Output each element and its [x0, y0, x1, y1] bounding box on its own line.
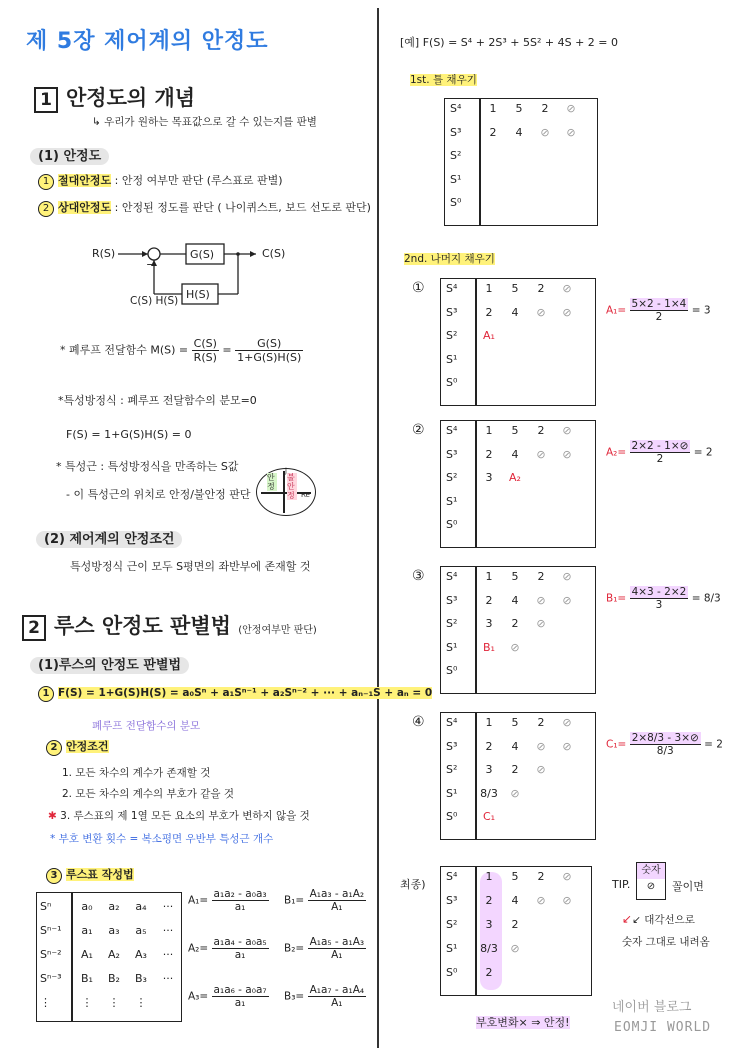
step-number: ②: [412, 422, 425, 438]
bubble-re-axis: Re: [301, 491, 310, 499]
example-cell: ⊘: [562, 593, 572, 607]
example-row-label: S⁰: [446, 664, 458, 678]
condition-2: 2. 모든 차수의 계수의 부호가 같을 것: [62, 788, 235, 800]
example-row-label: S²: [446, 471, 458, 485]
example-cell: ⊘: [510, 640, 520, 654]
example-row-label: S⁰: [446, 376, 458, 390]
general-table-row-label: Sⁿ⁻³: [40, 972, 62, 985]
step-number: ④: [412, 714, 425, 730]
routh-formula: B₁= $\frac{\text{A₁a₃ - a₁A₂}}{\text{A₁}}$: [284, 888, 365, 913]
example-row-label: S¹: [450, 172, 462, 186]
general-table-cell: ···: [162, 900, 174, 913]
general-table-cell: a₃: [108, 924, 120, 937]
s-plane-bubble: [256, 468, 316, 516]
absolute-stability-label: 절대안정도: [58, 174, 112, 187]
example-cell: 1: [485, 282, 493, 295]
stability-condition-heading: 2 안정조건: [46, 738, 109, 756]
example-row-label: S²: [446, 763, 458, 777]
example-cell: 2: [537, 424, 545, 437]
example-cell: ⊘: [562, 716, 572, 729]
fill-frame-table: [444, 98, 598, 226]
example-row-label: S³: [446, 447, 458, 461]
general-table-cell: ···: [162, 972, 174, 985]
example-row-label: S³: [446, 739, 458, 753]
example-cell: 1: [485, 716, 493, 729]
example-cell: 2: [541, 102, 549, 115]
example-cell: 2: [511, 918, 519, 931]
condition-note: * 부호 변환 횟수 = 복소평면 우반부 특성근 개수: [50, 833, 274, 845]
example-cell: 4: [511, 894, 519, 907]
condition-3: ✱ 3. 루스표의 제 1열 모든 요소의 부호가 변하지 않을 것: [48, 810, 310, 822]
example-cell: 2: [485, 894, 493, 907]
tip-box: 숫자 ⊘: [636, 862, 666, 900]
general-table-cell: a₄: [135, 900, 147, 913]
routh-formula: A₂= $\frac{\text{a₁a₄ - a₀a₅}}{\text{a₁}}$: [188, 936, 267, 961]
example-row-label: S¹: [446, 640, 458, 654]
example-cell: C₁: [482, 810, 496, 824]
example-cell: 4: [511, 593, 519, 607]
example-cell: 3: [485, 918, 493, 931]
example-cell: 2: [489, 125, 497, 139]
example-cell: 3: [485, 471, 493, 485]
example-row-label: S⁴: [446, 716, 458, 729]
example-cell: 3: [485, 763, 493, 777]
diagram-loop-label: C(S) H(S): [130, 295, 179, 307]
example-cell: ⊘: [562, 282, 572, 295]
step-number: ③: [412, 568, 425, 584]
general-table-row-label: ⋮: [40, 996, 51, 1009]
example-cell: 2: [485, 447, 493, 461]
example-cell: 5: [511, 716, 519, 729]
general-table-cell: ⋮: [135, 996, 147, 1009]
tip-label: TIP.: [612, 878, 631, 891]
absolute-stability-item: 1 절대안정도 : 안정 여부만 판단 (루스표로 판별): [38, 172, 283, 190]
example-cell: 8/3: [480, 786, 498, 800]
section2-heading: [22, 610, 317, 641]
section1-heading: [34, 82, 195, 113]
characteristic-root-note: - 이 특성근의 위치로 안정/불안정 판단: [66, 488, 251, 501]
general-table-cell: a₁: [81, 924, 93, 937]
example-cell: ⊘: [536, 593, 546, 607]
example-cell: ⊘: [566, 102, 576, 115]
example-cell: ⊘: [562, 570, 572, 583]
section1-title: 안정도의 개념: [66, 86, 196, 110]
example-cell: ⊘: [562, 894, 572, 907]
example-cell: 5: [511, 870, 519, 883]
step-formula: C₁= $\frac{2\times 8/3 - 3\times⊘}{8/3}$ = 2: [606, 732, 723, 757]
routh-equation: 1 F(S) = 1+G(S)H(S) = a₀Sⁿ + a₁Sⁿ⁻¹ + a₂Sⁿ⁻² + ··· + aₙ₋₁S + aₙ = 0: [38, 686, 432, 702]
example-cell: 1: [489, 102, 497, 115]
example-cell: 2: [537, 716, 545, 729]
stability-condition-subheading: (2) 제어계의 안정조건: [36, 528, 182, 547]
routh-subheading: (1)루스의 안정도 판별법: [30, 654, 189, 673]
general-table-row-label: Sⁿ⁻¹: [40, 924, 62, 937]
example-cell: ⊘: [562, 870, 572, 883]
step-number: ①: [412, 280, 425, 296]
general-table-cell: a₅: [135, 924, 147, 937]
transfer-function: * 폐루프 전달함수 M(S) = $\frac{C(S)}{R(S)}$ = $\frac{G(S)}{1+G(S)H(S)}$: [60, 337, 302, 364]
watermark-line2: EOMJI WORLD: [614, 1020, 712, 1035]
example-row-label: S⁴: [446, 570, 458, 583]
example-cell: 5: [511, 282, 519, 295]
section2-title-note: (안정여부만 판단): [238, 625, 317, 636]
step-formula: B₁= $\frac{4\times 3 - 2\times 2}{3}$ = 8/3: [606, 586, 721, 611]
stability-condition-text: 특성방정식 근이 모두 S평면의 좌반부에 존재할 것: [70, 560, 311, 573]
example-cell: 8/3: [480, 942, 498, 955]
example-cell: ⊘: [510, 786, 520, 800]
example-cell: 2: [537, 282, 545, 295]
routh-formula: B₂= $\frac{\text{A₁a₅ - a₁A₃}}{\text{A₁}}$: [284, 936, 365, 961]
example-cell: 5: [511, 424, 519, 437]
example-cell: ⊘: [562, 739, 572, 753]
example-row-label: S¹: [446, 352, 458, 366]
general-table-cell: B₂: [108, 972, 120, 985]
diagram-minus-sign: −: [146, 258, 156, 271]
example-row-label: S²: [446, 617, 458, 631]
tip-note-2: 숫자 그대로 내려옴: [622, 936, 710, 948]
example-row-label: S¹: [446, 494, 458, 508]
column-divider: [377, 8, 379, 1048]
example-row-label: S²: [446, 329, 458, 343]
diagram-feedback-block: H(S): [186, 288, 210, 301]
example-row-label: S⁴: [450, 102, 462, 115]
example-cell: 1: [485, 870, 493, 883]
example-row-label: S¹: [446, 786, 458, 800]
bubble-stable-label: 안정: [267, 473, 277, 491]
routh-formula: A₁= $\frac{\text{a₁a₂ - a₀a₃}}{\text{a₁}}$: [188, 888, 267, 913]
example-row-label: S²: [450, 149, 462, 163]
example-cell: 2: [485, 966, 493, 979]
routh-formula: A₃= $\frac{\text{a₁a₆ - a₀a₇}}{\text{a₁}}$: [188, 984, 267, 1009]
watermark-line1: 네이버 블로그: [612, 1000, 692, 1015]
final-label: 최종): [400, 878, 426, 891]
general-table-cell: A₃: [135, 948, 147, 961]
general-table-row-label: Sⁿ⁻²: [40, 948, 62, 961]
example-row-label: S⁰: [446, 810, 458, 824]
section2-number: 2: [22, 615, 46, 641]
example-cell: ⊘: [536, 617, 546, 631]
routh-equation-note: 폐루프 전달함수의 분모: [92, 720, 201, 732]
conclusion: 부호변화× ⇒ 안정!: [476, 1016, 570, 1029]
example-row-label: S²: [446, 918, 458, 931]
example-cell: ⊘: [536, 894, 546, 907]
bubble-unstable-label: 불안정: [287, 473, 297, 500]
example-cell: 2: [537, 870, 545, 883]
relative-stability-text: : 안정된 정도를 판단 ( 나이퀴스트, 보드 선도로 판단): [114, 201, 371, 214]
stability-subheading: (1) 안정도: [30, 145, 109, 164]
step-table: [440, 278, 596, 406]
example-cell: ⊘: [562, 305, 572, 319]
characteristic-equation: F(S) = 1+G(S)H(S) = 0: [66, 428, 192, 441]
example-cell: 4: [511, 739, 519, 753]
example-cell: ⊘: [562, 447, 572, 461]
example-cell: 2: [537, 570, 545, 583]
example-cell: 3: [485, 617, 493, 631]
example-cell: 2: [485, 305, 493, 319]
example-cell: 5: [511, 570, 519, 583]
tip-note-1: ↙↙ 대각선으로: [622, 912, 695, 926]
example-cell: ⊘: [536, 305, 546, 319]
general-table-row-label: Sⁿ: [40, 900, 52, 913]
example-row-label: S³: [446, 593, 458, 607]
example-cell: ⊘: [566, 125, 576, 139]
condition-1: 1. 모든 차수의 계수가 존재할 것: [62, 767, 211, 779]
characteristic-root-label: * 특성근 : 특성방정식을 만족하는 S값: [56, 460, 239, 473]
example-cell: ⊘: [540, 125, 550, 139]
example-row-label: S⁰: [446, 518, 458, 532]
diagram-output: C(S): [262, 247, 286, 260]
general-table-cell: a₂: [108, 900, 120, 913]
example-cell: ⊘: [562, 424, 572, 437]
example-row-label: S³: [446, 894, 458, 907]
section2-title: 루스 안정도 판별법: [54, 614, 231, 638]
absolute-stability-text: : 안정 여부만 판단 (루스표로 판별): [114, 174, 283, 187]
example-cell: 1: [485, 424, 493, 437]
example-cell: ⊘: [536, 447, 546, 461]
example-cell: 2: [511, 763, 519, 777]
example-header: [예] F(S) = S⁴ + 2S³ + 5S² + 4S + 2 = 0: [400, 36, 619, 49]
example-row-label: S⁰: [450, 196, 462, 210]
step-formula: A₁= $\frac{5\times 2 - 1\times 4}{2}$ = 3: [606, 298, 711, 323]
general-table-cell: ···: [162, 948, 174, 961]
example-cell: ⊘: [536, 739, 546, 753]
example-cell: 1: [485, 570, 493, 583]
example-row-label: S³: [446, 305, 458, 319]
example-row-label: S³: [450, 125, 462, 139]
general-table-cell: B₃: [135, 972, 147, 985]
general-table-cell: B₁: [81, 972, 93, 985]
page-title: 제 5장 제어계의 안정도: [26, 29, 269, 54]
section1-note: ↳ 우리가 원하는 목표값으로 갈 수 있는지를 판별: [92, 116, 317, 128]
example-row-label: S⁰: [446, 966, 458, 979]
bubble-j-axis: j: [285, 467, 287, 475]
routh-table-heading: 3 루스표 작성법: [46, 866, 134, 884]
relative-stability-item: 2 상대안정도 : 안정된 정도를 판단 ( 나이퀴스트, 보드 선도로 판단): [38, 199, 371, 217]
section1-number: 1: [34, 87, 58, 113]
general-table-cell: ⋮: [108, 996, 120, 1009]
example-cell: 2: [485, 739, 493, 753]
relative-stability-label: 상대안정도: [58, 201, 112, 214]
step2-label: 2nd. 나머지 채우기: [404, 253, 495, 265]
general-table-cell: a₀: [81, 900, 93, 913]
example-cell: B₁: [483, 640, 495, 654]
general-table-cell: ···: [162, 924, 174, 937]
diagram-forward-block: G(S): [190, 248, 215, 261]
example-cell: 2: [511, 617, 519, 631]
characteristic-equation-label: *특성방정식 : 폐루프 전달함수의 분모=0: [58, 394, 257, 407]
example-cell: A₁: [483, 329, 495, 343]
example-cell: 4: [511, 305, 519, 319]
step1-label: 1st. 틀 채우기: [410, 74, 477, 86]
final-table: [440, 866, 592, 996]
general-table-cell: A₁: [81, 948, 93, 961]
example-cell: 4: [515, 125, 523, 139]
routh-formula: B₃= $\frac{\text{A₁a₇ - a₁A₄}}{\text{A₁}}$: [284, 984, 365, 1009]
example-cell: 2: [485, 593, 493, 607]
example-cell: 5: [515, 102, 523, 115]
example-cell: A₂: [509, 471, 521, 485]
example-row-label: S⁴: [446, 282, 458, 295]
example-row-label: S⁴: [446, 870, 458, 883]
diagram-input: R(S): [92, 247, 116, 260]
tip-text: 꼴이면: [672, 880, 704, 893]
step-formula: A₂= $\frac{2\times 2 - 1\times⊘}{2}$ = 2: [606, 440, 713, 465]
example-row-label: S⁴: [446, 424, 458, 437]
example-cell: 4: [511, 447, 519, 461]
general-table-cell: A₂: [108, 948, 120, 961]
general-table-cell: ⋮: [81, 996, 93, 1009]
example-cell: ⊘: [510, 942, 520, 955]
example-row-label: S¹: [446, 942, 458, 955]
example-cell: ⊘: [536, 763, 546, 777]
